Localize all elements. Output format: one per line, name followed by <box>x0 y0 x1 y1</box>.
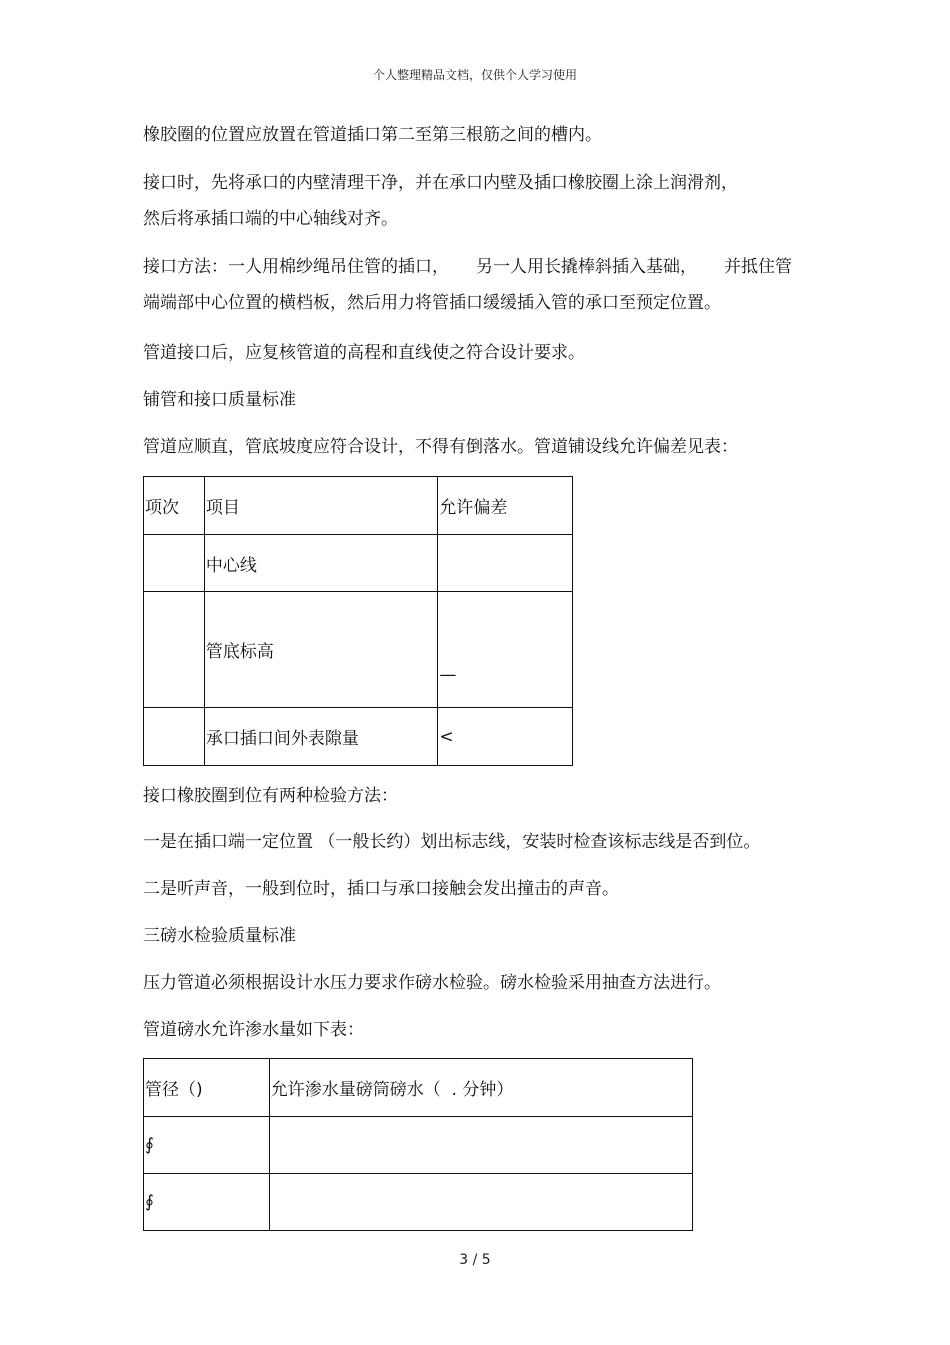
table-cell: 管底标高 <box>204 592 438 708</box>
table-cell <box>144 535 205 592</box>
section-heading-pressure-test: 三磅水检验质量标准 <box>143 926 296 946</box>
table-row <box>144 1117 693 1174</box>
table-cell: ∮ <box>144 1174 270 1231</box>
table-row <box>144 708 573 766</box>
table-header-row <box>144 1059 693 1117</box>
paragraph-method-one: 一是在插口端一定位置 （一般长约）划出标志线，安装时检查该标志线是否到位。 <box>143 832 761 852</box>
paragraph-joint-method-line2: 端端部中心位置的横档板，然后用力将管插口缓缓插入管的承口至预定位置。 <box>143 293 721 313</box>
table-cell: < <box>438 708 573 766</box>
table-header-cell: 允许偏差 <box>438 477 573 535</box>
table-cell: 承口插口间外表隙量 <box>204 708 438 766</box>
table-cell: 中心线 <box>204 535 438 592</box>
table-row <box>144 592 573 708</box>
paragraph-joint-method-line1: 接口方法：一人用棉纱绳吊住管的插口， 另一人用长撬棒斜插入基础， 并抵住管 <box>143 257 793 277</box>
paragraph-rubber-ring-position: 橡胶圈的位置应放置在管道插口第二至第三根筋之间的槽内。 <box>143 125 602 145</box>
page-header-watermark: 个人整理精品文档，仅供个人学习使用 <box>372 68 577 82</box>
paragraph-straightness: 管道应顺直，管底坡度应符合设计，不得有倒落水。管道铺设线允许偏差见表： <box>143 437 738 457</box>
table-row <box>144 1174 693 1231</box>
table-header-cell: 管径（) <box>144 1059 270 1117</box>
table-cell: — <box>438 592 573 708</box>
table-header-cell: 项目 <box>204 477 438 535</box>
table-header-cell: 项次 <box>144 477 205 535</box>
paragraph-pressure-test: 压力管道必须根据设计水压力要求作磅水检验。磅水检验采用抽查方法进行。 <box>143 973 721 993</box>
paragraph-seepage-table-intro: 管道磅水允许渗水量如下表： <box>143 1020 364 1040</box>
paragraph-method-two: 二是听声音，一般到位时，插口与承口接触会发出撞击的声音。 <box>143 879 619 899</box>
paragraph-joint-prep-line1: 接口时，先将承口的内壁清理干净，并在承口内壁及插口橡胶圈上涂上润滑剂， <box>143 173 738 193</box>
table-cell <box>144 708 205 766</box>
paragraph-recheck: 管道接口后，应复核管道的高程和直线使之符合设计要求。 <box>143 343 585 363</box>
table-header-row <box>144 477 573 535</box>
section-heading-laying-quality: 铺管和接口质量标准 <box>143 390 296 410</box>
table-cell <box>269 1174 692 1231</box>
table-row <box>144 535 573 592</box>
table-header-cell: 允许渗水量磅筒磅水（ . 分钟） <box>269 1059 692 1117</box>
paragraph-inspection-methods: 接口橡胶圈到位有两种检验方法： <box>143 786 398 806</box>
page-number: 3 / 5 <box>459 1252 491 1268</box>
seepage-table <box>143 1058 693 1231</box>
deviation-table <box>143 476 573 766</box>
table-cell <box>438 535 573 592</box>
table-cell: ∮ <box>144 1117 270 1174</box>
table-cell <box>269 1117 692 1174</box>
paragraph-joint-prep-line2: 然后将承插口端的中心轴线对齐。 <box>143 209 398 229</box>
table-cell <box>144 592 205 708</box>
